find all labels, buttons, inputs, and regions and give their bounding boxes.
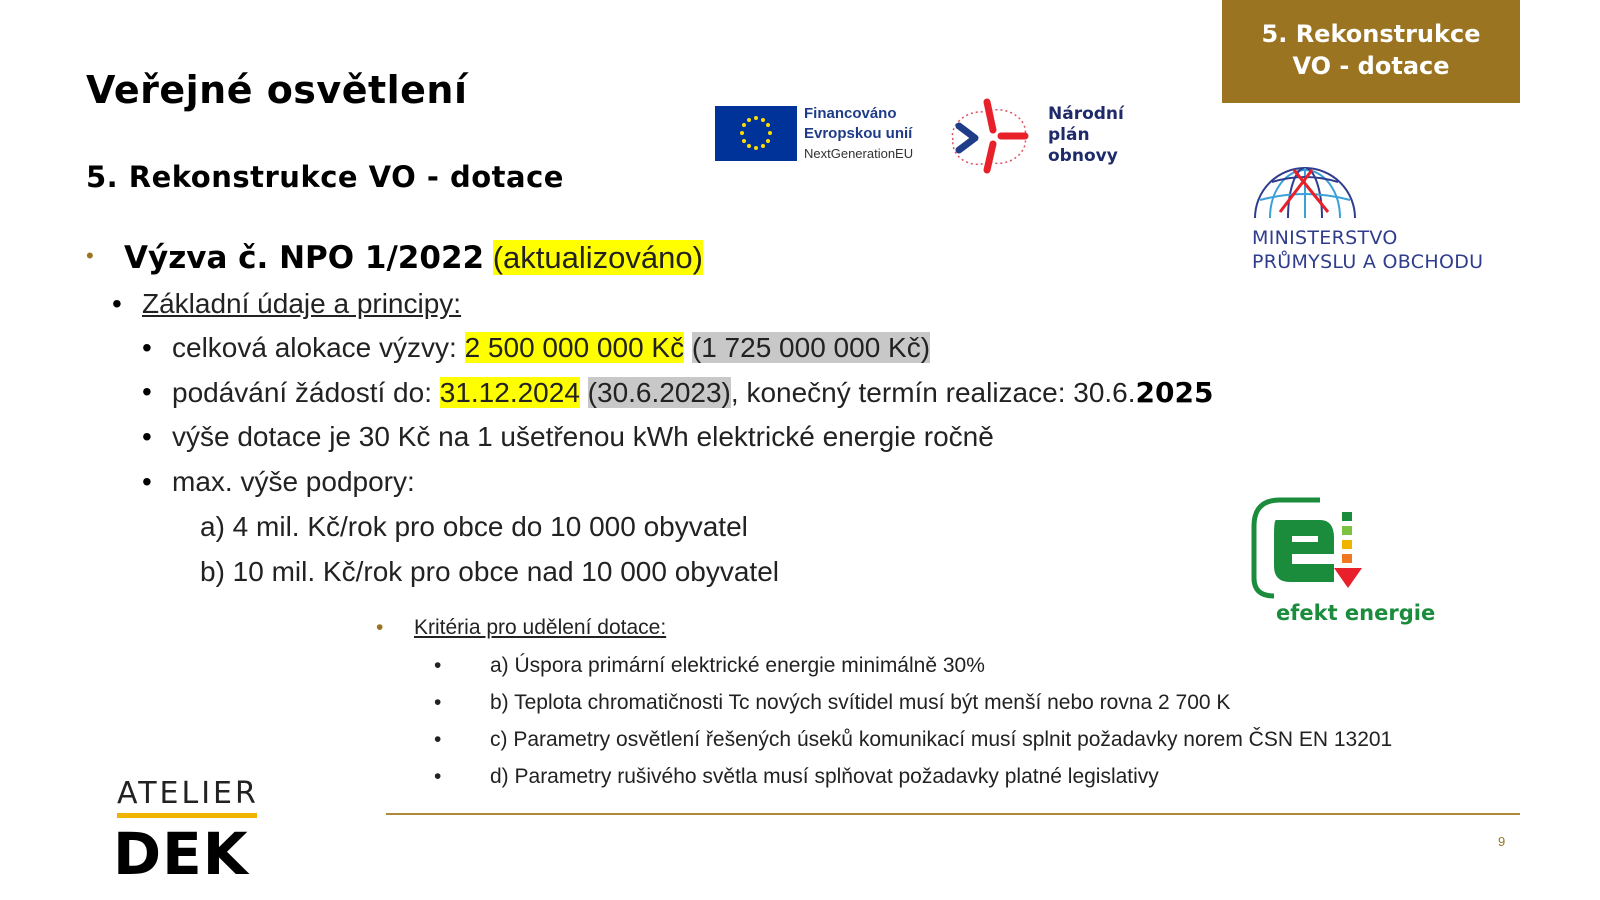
criteria-item <box>434 654 985 678</box>
page-title: Veřejné osvětlení <box>86 68 468 112</box>
eu-text-line2: Evropskou unií <box>804 125 913 142</box>
call-label: Výzva č. NPO 1/2022 <box>124 240 485 276</box>
mpo-logo-text <box>1252 226 1483 274</box>
rate-bullet <box>142 421 994 453</box>
section-badge-line1: 5. Rekonstrukce <box>1261 20 1481 48</box>
bullet-dot-icon: • <box>434 728 442 751</box>
criteria-text: c) Parametry osvětlení řešených úseků komunikací musí splnit požadavky norem ČSN EN 13201 <box>490 728 1393 751</box>
efekt-logo-text: efekt energie <box>1276 601 1436 625</box>
bullet-dot-icon: • <box>112 288 122 319</box>
mpo-globe-icon <box>1250 160 1360 222</box>
bullet-dot-icon: • <box>86 243 94 268</box>
section-badge <box>1222 0 1520 103</box>
eu-funding-logo-text <box>804 104 913 164</box>
criteria-item <box>434 765 1159 789</box>
criteria-text: b) Teplota chromatičnosti Tc nových svítidel musí být menší nebo rovna 2 700 K <box>490 691 1231 714</box>
max-bullet <box>142 466 415 498</box>
bullet-dot-icon: • <box>142 466 152 497</box>
deadline-value: 31.12.2024 <box>439 377 580 408</box>
criteria-text: d) Parametry rušivého světla musí splňovat požadavky platné legislativy <box>490 765 1159 788</box>
allocation-old-value: (1 725 000 000 Kč) <box>691 332 931 363</box>
bullet-dot-icon: • <box>142 376 152 407</box>
npo-star-icon <box>945 96 1033 174</box>
eu-text-line3: NextGenerationEU <box>804 146 914 161</box>
bullet-dot-icon: • <box>434 654 442 677</box>
criteria-heading-item <box>376 616 666 640</box>
npo-text-line1: Národní <box>1048 104 1124 124</box>
basics-heading: Základní údaje a principy: <box>142 288 462 319</box>
bullet-dot-icon: • <box>376 616 384 639</box>
deadline-year: 2025 <box>1135 376 1214 409</box>
criteria-text: a) Úspora primární elektrické energie minimálně 30% <box>490 654 985 677</box>
atelier-logo-text: ATELIER <box>117 776 259 811</box>
npo-logo-text <box>1048 104 1124 167</box>
npo-text-line3: obnovy <box>1048 146 1118 166</box>
dek-logo-text: DEK <box>113 820 249 888</box>
deadline-old-value: (30.6.2023) <box>587 377 731 408</box>
mpo-text-line2: PRŮMYSLU A OBCHODU <box>1252 251 1484 273</box>
deadline-label: podávání žádostí do: <box>172 377 440 408</box>
efekt-e-icon <box>1250 496 1380 608</box>
npo-text-line2: plán <box>1048 125 1090 145</box>
max-option-a: a) 4 mil. Kč/rok pro obce do 10 000 obyvatel <box>200 511 748 542</box>
page-number: 9 <box>1498 834 1506 849</box>
allocation-bullet <box>142 332 930 364</box>
rate-text: výše dotace je 30 Kč na 1 ušetřenou kWh elektrické energie ročně <box>172 421 994 452</box>
allocation-label: celková alokace výzvy: <box>172 332 465 363</box>
eu-flag-icon <box>715 106 797 161</box>
criteria-item <box>434 691 1230 715</box>
criteria-item <box>434 728 1392 752</box>
max-label: max. výše podpory: <box>172 466 415 497</box>
basics-bullet <box>112 288 461 320</box>
allocation-value: 2 500 000 000 Kč <box>464 332 685 363</box>
mpo-text-line1: MINISTERSTVO <box>1252 227 1398 249</box>
section-badge-line2: VO - dotace <box>1292 52 1450 80</box>
call-updated-note: (aktualizováno) <box>492 240 703 275</box>
eu-text-line1: Financováno <box>804 105 897 122</box>
bullet-dot-icon: • <box>142 332 152 363</box>
call-bullet <box>86 240 703 276</box>
bullet-dot-icon: • <box>434 765 442 788</box>
deadline-rest: , konečný termín realizace: 30.6. <box>730 377 1136 408</box>
criteria-heading: Kritéria pro udělení dotace: <box>414 616 667 639</box>
bullet-dot-icon: • <box>142 421 152 452</box>
footer-divider <box>386 813 1520 815</box>
atelier-logo-bar <box>117 813 257 818</box>
deadline-bullet <box>142 376 1213 409</box>
page-subtitle: 5. Rekonstrukce VO - dotace <box>86 160 564 194</box>
bullet-dot-icon: • <box>434 691 442 714</box>
max-option-b: b) 10 mil. Kč/rok pro obce nad 10 000 obyvatel <box>200 556 780 587</box>
